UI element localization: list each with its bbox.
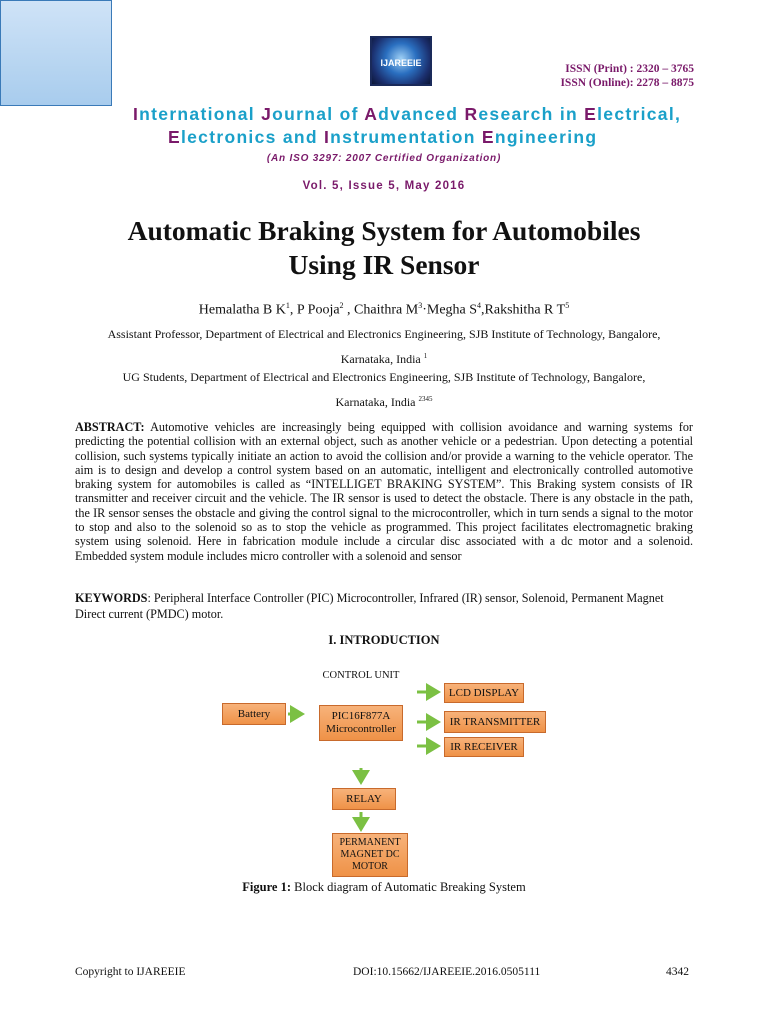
figure-caption: Figure 1: Block diagram of Automatic Breaking System <box>242 880 526 894</box>
journal-name-line2: Electronics and Instrumentation Engineering <box>168 127 598 147</box>
abstract: ABSTRACT: Automotive vehicles are increasingly being equipped with collision avoidance and warning systems for predicting the potential collision with an external object, such as another vehicle or a pedestrian. Upon detecting a potential collision, such systems typically initiate an action to avoid the collision and/or provide a warning to the vehicle operator. The aim is to design and develop a control system based on an automatic, intelligent and electronically controlled automotive braking system for automobiles is called as “INTELLIGET BRAKING SYSTEM”. This Braking system consists of IR transmitter and receiver circuit and the vehicle. The IR sensor is used to detect the obstacle. There is any obstacle in the path, the IR sensor senses the obstacle and giving the control signal to the microcontroller, which in turn sends a signal to the motor to stop and also to the solenoid so as to stop the vehicle as programmed. This project facilitates electromagnetic braking system using solenoid. Here in fabrication module include a circular disc associated with a dc motor and a solenoid. Embedded system module includes micro controller with a solenoid and sensor <box>75 420 693 563</box>
ir-transmitter-block: IR TRANSMITTER <box>444 711 546 733</box>
author-list: Hemalatha B $K^1$, P Pooja$^2$ , Chaithra $M^3\cdot Megha$ $S^4,Rakshitha$ R $T^5$ <box>198 301 570 318</box>
journal-name-line1: International Journal of Advanced Research in Electrical, <box>133 104 682 124</box>
volume-issue: Vol. 5, Issue 5, May 2016 <box>302 180 466 192</box>
section-heading-introduction: I. INTRODUCTION <box>328 633 440 647</box>
footer-page-number: 4342 <box>666 966 689 978</box>
issn-online: ISSN (Online): 2278 – 8875 <box>560 77 694 89</box>
iso-certification: (An ISO 3297: 2007 Certified Organization) <box>266 153 502 164</box>
footer-copyright: Copyright to IJAREEIE <box>75 966 186 978</box>
paper-title: Automatic Braking System for Automobiles Using IR Sensor <box>127 215 641 280</box>
issn-print: ISSN (Print) : 2320 – 3765 <box>565 63 694 75</box>
journal-logo-text: IJAREEIE <box>380 58 422 68</box>
pmdc-motor-block: PERMANENT MAGNET DC MOTOR <box>332 833 408 877</box>
affiliation-1: Assistant Professor, Department of Electrical and Electronics Engineering, SJB Institute of Technology, Bangalore, Karnataka, India $^1$ <box>107 327 661 366</box>
control-unit-label: CONTROL UNIT <box>322 670 400 681</box>
keywords: KEYWORDS: Peripheral Interface Controller (PIC) Microcontroller, Infrared (IR) sensor, Solenoid, Permanent Magnet Direct current (PMDC) motor. <box>75 591 664 621</box>
lcd-display-block: LCD DISPLAY <box>444 683 524 703</box>
microcontroller-block: PIC16F877A Microcontroller <box>319 705 403 741</box>
footer-doi: DOI:10.15662/IJAREEIE.2016.0505111 <box>353 966 541 978</box>
affiliation-2: UG Students, Department of Electrical and Electronics Engineering, SJB Institute of Technology, Bangalore, Karnataka, India $^{2345}$ <box>122 370 646 409</box>
relay-block: RELAY <box>332 788 396 810</box>
ir-receiver-block: IR RECEIVER <box>444 737 524 757</box>
battery-block: Battery <box>222 703 286 725</box>
